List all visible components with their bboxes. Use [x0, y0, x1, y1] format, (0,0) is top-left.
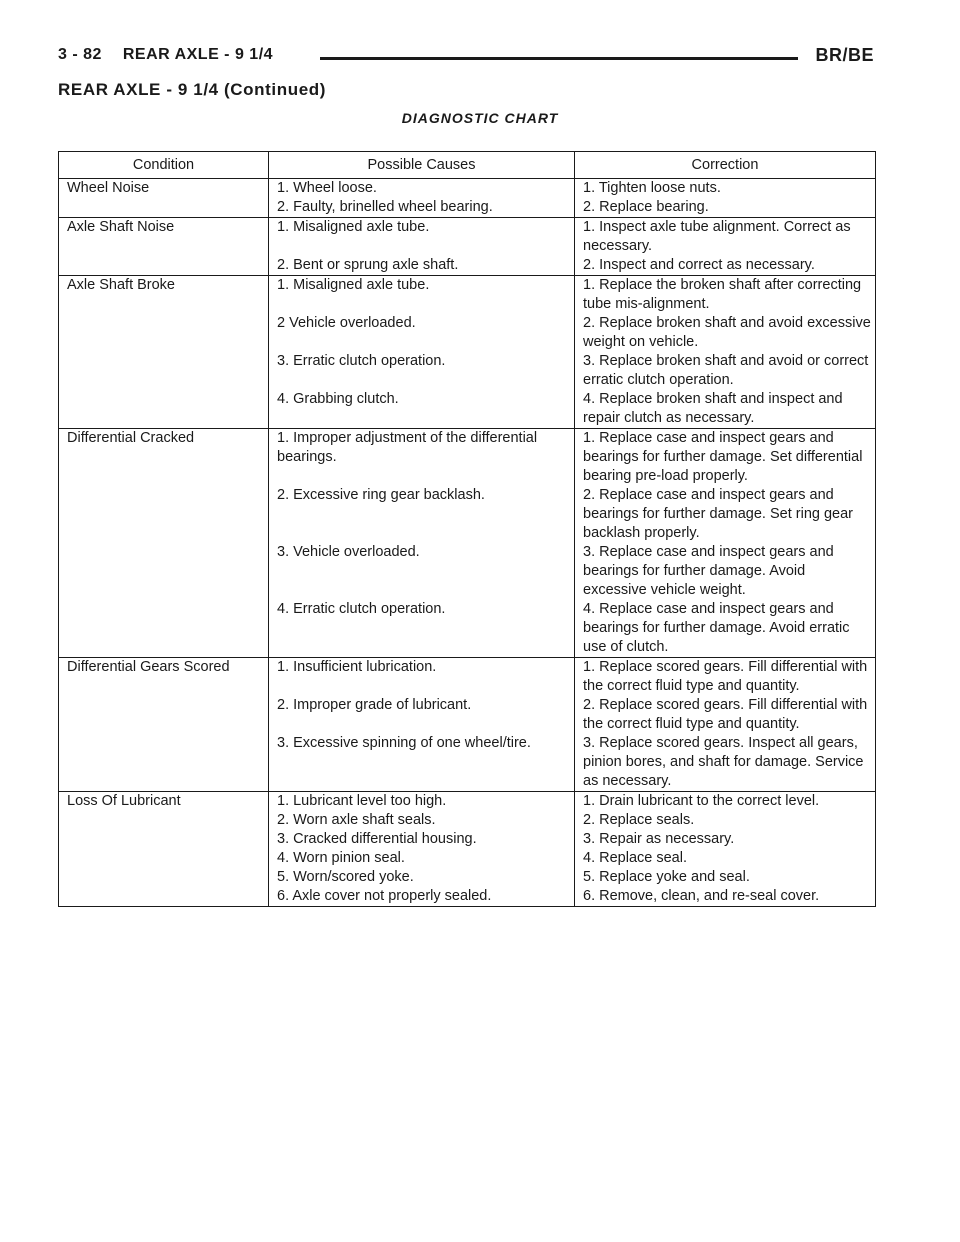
cause-cell: 1. Improper adjustment of the differential bearings.	[269, 429, 575, 487]
cause-cell: 4. Erratic clutch operation.	[269, 600, 575, 658]
condition-cell	[59, 600, 269, 658]
header-model: BR/BE	[815, 45, 874, 65]
condition-cell	[59, 696, 269, 734]
table-row	[59, 429, 876, 487]
correction-cell: 3. Replace scored gears. Inspect all gears, pinion bores, and shaft for damage. Service as necessary.	[575, 734, 876, 792]
table-row	[59, 849, 876, 868]
column-header-condition: Condition	[59, 152, 269, 179]
correction-cell: 1. Inspect axle tube alignment. Correct as necessary.	[583, 219, 851, 254]
table-row	[59, 486, 876, 543]
condition-cell	[59, 887, 269, 907]
cause-cell: 2 Vehicle overloaded.	[269, 314, 575, 352]
condition-cell	[59, 734, 269, 792]
condition-cell	[59, 811, 269, 830]
correction-cell: 1. Replace case and inspect gears and bearings for further damage. Set differential bearing pre-load properly.	[583, 430, 863, 484]
correction-cell: 3. Replace broken shaft and avoid or correct erratic clutch operation.	[583, 353, 869, 388]
column-header-causes: Possible Causes	[269, 152, 575, 179]
cause-cell: 3. Cracked differential housing.	[269, 830, 575, 849]
correction-cell: 1. Replace scored gears. Fill differential with the correct fluid type and quantity.	[583, 659, 868, 694]
section-title: REAR AXLE - 9 1/4 (Continued)	[58, 80, 327, 99]
cause-cell: 1. Insufficient lubrication.	[269, 658, 575, 697]
table-row	[59, 390, 876, 429]
cause-cell: 2. Faulty, brinelled wheel bearing.	[269, 198, 575, 218]
cause-cell: 2. Worn axle shaft seals.	[269, 811, 575, 830]
page-header	[58, 44, 876, 74]
table-row	[59, 276, 876, 315]
correction-cell: 2. Replace case and inspect gears and bearings for further damage. Set ring gear backlash properly.	[583, 487, 854, 541]
table-row	[59, 811, 876, 830]
correction-cell: 4. Replace broken shaft and inspect and repair clutch as necessary.	[575, 390, 876, 429]
cause-cell: 1. Lubricant level too high.	[269, 792, 575, 812]
table-row	[59, 887, 876, 907]
cause-cell: 1. Misaligned axle tube.	[269, 218, 575, 257]
condition-cell: Axle Shaft Noise	[59, 218, 269, 257]
cause-cell: 5. Worn/scored yoke.	[269, 868, 575, 887]
table-row	[59, 198, 876, 218]
table-header	[59, 152, 876, 179]
correction-cell: 2. Replace scored gears. Fill differential with the correct fluid type and quantity.	[583, 697, 868, 732]
condition-cell: Axle Shaft Broke	[59, 276, 269, 315]
condition-cell	[59, 198, 269, 218]
cause-cell: 1. Misaligned axle tube.	[269, 276, 575, 315]
table-row	[59, 256, 876, 276]
condition-cell	[59, 314, 269, 352]
cause-cell: 1. Wheel loose.	[269, 179, 575, 199]
correction-cell: 2. Replace seals.	[583, 812, 695, 828]
table-row	[59, 600, 876, 658]
condition-cell: Loss Of Lubricant	[59, 792, 269, 812]
correction-cell: 4. Replace case and inspect gears and bearings for further damage. Avoid erratic use of clutch.	[575, 600, 876, 658]
header-rule	[320, 57, 798, 60]
condition-cell	[59, 868, 269, 887]
condition-cell	[59, 830, 269, 849]
table-row	[59, 696, 876, 734]
diagnostic-table	[58, 151, 876, 907]
correction-cell: 6. Remove, clean, and re-seal cover.	[575, 887, 876, 907]
condition-cell	[59, 352, 269, 390]
table-row	[59, 868, 876, 887]
correction-cell: 1. Drain lubricant to the correct level.	[583, 793, 820, 809]
correction-cell: 2. Replace bearing.	[575, 198, 876, 218]
table-row	[59, 543, 876, 600]
cause-cell: 4. Grabbing clutch.	[269, 390, 575, 429]
condition-cell	[59, 543, 269, 600]
condition-cell	[59, 256, 269, 276]
table-row	[59, 218, 876, 257]
column-header-correction: Correction	[575, 152, 876, 179]
table-body	[59, 179, 876, 907]
condition-cell: Differential Cracked	[59, 429, 269, 487]
chart-title: DIAGNOSTIC CHART	[401, 110, 559, 126]
cause-cell: 3. Erratic clutch operation.	[269, 352, 575, 390]
table-row	[59, 792, 876, 812]
table-row	[59, 734, 876, 792]
header-left	[58, 46, 273, 64]
cause-cell: 6. Axle cover not properly sealed.	[269, 887, 575, 907]
correction-cell: 3. Repair as necessary.	[583, 831, 735, 847]
table-row	[59, 658, 876, 697]
correction-cell: 2. Replace broken shaft and avoid excessive weight on vehicle.	[583, 315, 871, 350]
table-row	[59, 314, 876, 352]
condition-cell	[59, 849, 269, 868]
condition-cell	[59, 486, 269, 543]
table-row	[59, 830, 876, 849]
cause-cell: 2. Excessive ring gear backlash.	[269, 486, 575, 543]
correction-cell: 4. Replace seal.	[583, 850, 687, 866]
correction-cell: 5. Replace yoke and seal.	[583, 869, 750, 885]
cause-cell: 2. Bent or sprung axle shaft.	[269, 256, 575, 276]
condition-cell	[59, 390, 269, 429]
cause-cell: 3. Excessive spinning of one wheel/tire.	[269, 734, 575, 792]
table-row	[59, 352, 876, 390]
header-section: REAR AXLE - 9 1/4	[122, 46, 274, 63]
correction-cell: 1. Tighten loose nuts.	[583, 180, 721, 196]
correction-cell: 1. Replace the broken shaft after correcting tube mis-alignment.	[583, 277, 862, 312]
condition-cell: Differential Gears Scored	[59, 658, 269, 697]
cause-cell: 4. Worn pinion seal.	[269, 849, 575, 868]
table-row	[59, 179, 876, 199]
correction-cell: 2. Inspect and correct as necessary.	[575, 256, 876, 276]
cause-cell: 2. Improper grade of lubricant.	[269, 696, 575, 734]
condition-cell: Wheel Noise	[59, 179, 269, 199]
cause-cell: 3. Vehicle overloaded.	[269, 543, 575, 600]
correction-cell: 3. Replace case and inspect gears and bearings for further damage. Avoid excessive vehicle weight.	[583, 544, 834, 598]
page-number: 3 - 82	[58, 46, 102, 63]
